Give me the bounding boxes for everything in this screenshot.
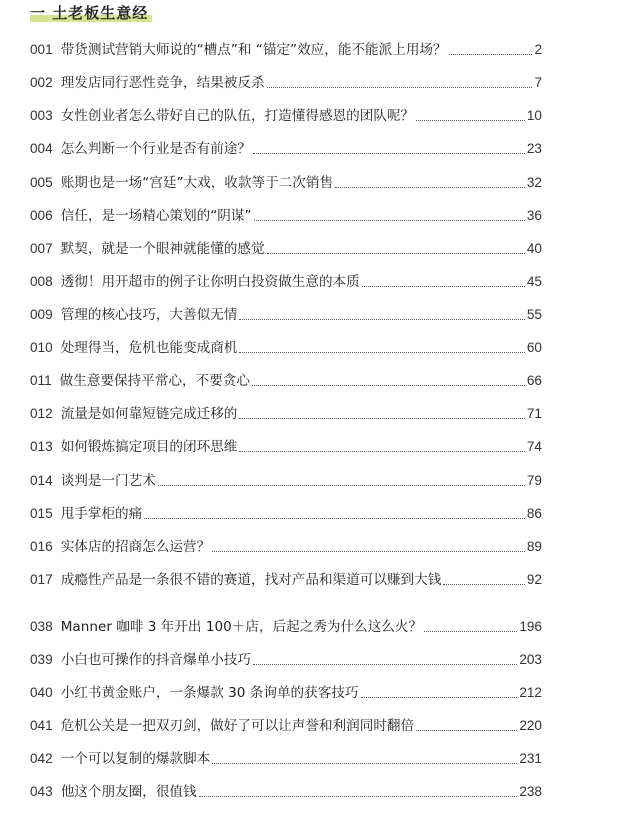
entry-page: 74: [526, 439, 542, 454]
entry-page: 220: [519, 718, 542, 733]
entry-title: 账期也是一场“宫廷”大戏，收款等于二次销售: [60, 175, 334, 191]
entry-page: 89: [526, 539, 542, 554]
toc-entry[interactable]: [30, 565, 542, 589]
entry-title: 做生意要保持平常心，不要贪心: [59, 373, 250, 389]
dot-leader: [239, 451, 524, 452]
entry-title: 实体店的招商怎么运营？: [60, 539, 211, 555]
entry-title: 小红书黄金账户，一条爆款 30 条询单的获客技巧: [60, 685, 359, 701]
section-title-text: 一 土老板生意经: [30, 4, 149, 22]
entry-page: 45: [526, 274, 542, 289]
dot-leader: [416, 730, 517, 731]
entry-number: 043: [30, 784, 53, 799]
entry-page: 40: [526, 241, 542, 256]
entry-title: 一个可以复制的爆款脚本: [60, 751, 211, 767]
dot-leader: [239, 319, 524, 320]
toc-entry[interactable]: [30, 300, 542, 324]
toc-entry[interactable]: [30, 35, 542, 59]
dot-leader: [443, 584, 525, 585]
entry-number: 039: [30, 652, 53, 667]
entry-number: 005: [30, 175, 53, 190]
toc-entry[interactable]: [30, 201, 542, 225]
entry-page: 212: [519, 685, 542, 700]
entry-title: 透彻！用开超市的例子让你明白投资做生意的本质: [60, 274, 360, 290]
entry-number: 016: [30, 539, 53, 554]
entry-title: Manner 咖啡 3 年开出 100＋店，后起之秀为什么这么火？: [60, 619, 423, 635]
dot-leader: [254, 220, 525, 221]
entry-page: 66: [526, 373, 542, 388]
entry-page: 71: [526, 406, 542, 421]
toc-entry[interactable]: [30, 134, 542, 158]
entry-title: 默契，就是一个眼神就能懂的感觉: [60, 241, 265, 257]
entry-page: 32: [526, 175, 542, 190]
entry-number: 006: [30, 208, 53, 223]
entry-title: 处理得当，危机也能变成商机: [60, 340, 238, 356]
toc-entry[interactable]: [30, 777, 542, 801]
entry-title: 信任，是一场精心策划的“阴谋”: [60, 208, 252, 224]
toc-entry[interactable]: [30, 532, 542, 556]
entry-title: 甩手掌柜的痛: [60, 506, 143, 522]
dot-leader: [416, 120, 525, 121]
toc-entry[interactable]: [30, 234, 542, 258]
entry-number: 004: [30, 141, 53, 156]
toc-entry[interactable]: [30, 744, 542, 768]
entry-number: 017: [30, 572, 53, 587]
entry-title: 危机公关是一把双刃剑，做好了可以让声誉和利润同时翻倍: [60, 718, 415, 734]
toc-entry[interactable]: [30, 612, 542, 636]
toc-entry[interactable]: [30, 168, 542, 192]
entry-title: 流量是如何靠短链完成迁移的: [60, 406, 238, 422]
dot-leader: [253, 153, 525, 154]
dot-leader: [361, 697, 518, 698]
entry-page: 60: [526, 340, 542, 355]
entry-page: 92: [526, 572, 542, 587]
entry-page: 2: [534, 42, 542, 57]
dot-leader: [252, 385, 525, 386]
entry-number: 002: [30, 75, 53, 90]
toc-entry[interactable]: [30, 432, 542, 456]
entry-number: 042: [30, 751, 53, 766]
dot-leader: [424, 631, 517, 632]
entry-number: 015: [30, 506, 53, 521]
toc-entry[interactable]: [30, 68, 542, 92]
toc-entry[interactable]: [30, 711, 542, 735]
entry-title: 怎么判断一个行业是否有前途？: [60, 141, 251, 157]
dot-leader: [239, 418, 524, 419]
entry-page: 203: [519, 652, 542, 667]
entry-number: 008: [30, 274, 53, 289]
entry-title: 如何锻炼搞定项目的闭环思维: [60, 439, 238, 455]
section-title: [30, 2, 148, 23]
toc-entry[interactable]: [30, 678, 542, 702]
entry-title: 小白也可操作的抖音爆单小技巧: [60, 652, 251, 668]
entry-number: 011: [30, 373, 52, 388]
entry-number: 038: [30, 619, 53, 634]
dot-leader: [267, 253, 525, 254]
entry-number: 010: [30, 340, 53, 355]
entry-number: 014: [30, 473, 53, 488]
entry-title: 谈判是一门艺术: [60, 473, 156, 489]
entry-page: 23: [526, 141, 542, 156]
toc-entry[interactable]: [30, 333, 542, 357]
entry-number: 001: [30, 42, 53, 57]
entry-title: 理发店同行恶性竞争，结果被反杀: [60, 75, 265, 91]
dot-leader: [239, 352, 524, 353]
entry-number: 003: [30, 108, 53, 123]
toc-entry[interactable]: [30, 466, 542, 490]
dot-leader: [253, 664, 517, 665]
toc-entry[interactable]: [30, 267, 542, 291]
toc-entry[interactable]: [30, 101, 542, 125]
entry-number: 041: [30, 718, 53, 733]
entry-page: 231: [519, 751, 542, 766]
entry-page: 36: [526, 208, 542, 223]
entry-number: 012: [30, 406, 53, 421]
entry-page: 7: [534, 75, 542, 90]
entry-title: 管理的核心技巧，大善似无情: [60, 307, 238, 323]
dot-leader: [362, 286, 525, 287]
entry-page: 10: [526, 108, 542, 123]
dot-leader: [144, 518, 525, 519]
dot-leader: [158, 485, 525, 486]
dot-leader: [267, 87, 533, 88]
entry-page: 86: [526, 506, 542, 521]
dot-leader: [335, 187, 525, 188]
dot-leader: [212, 763, 517, 764]
toc-entry[interactable]: [30, 366, 542, 390]
entry-page: 79: [526, 473, 542, 488]
entry-number: 040: [30, 685, 53, 700]
entry-page: 238: [519, 784, 542, 799]
toc-entry[interactable]: [30, 499, 542, 523]
dot-leader: [199, 796, 518, 797]
toc-entry[interactable]: [30, 645, 542, 669]
entry-title: 带货测试营销大师说的“槽点”和 “锚定”效应，能不能派上用场？: [60, 42, 447, 58]
dot-leader: [212, 551, 525, 552]
entry-number: 007: [30, 241, 53, 256]
toc-entry[interactable]: [30, 399, 542, 423]
entry-title: 成瘾性产品是一条很不错的赛道，找对产品和渠道可以赚到大钱: [60, 572, 442, 588]
entry-title: 女性创业者怎么带好自己的队伍，打造懂得感恩的团队呢？: [60, 108, 415, 124]
entry-page: 55: [526, 307, 542, 322]
entry-number: 013: [30, 439, 53, 454]
dot-leader: [449, 54, 533, 55]
entry-title: 他这个朋友圈，很值钱: [60, 784, 197, 800]
entry-number: 009: [30, 307, 53, 322]
entry-page: 196: [519, 619, 542, 634]
